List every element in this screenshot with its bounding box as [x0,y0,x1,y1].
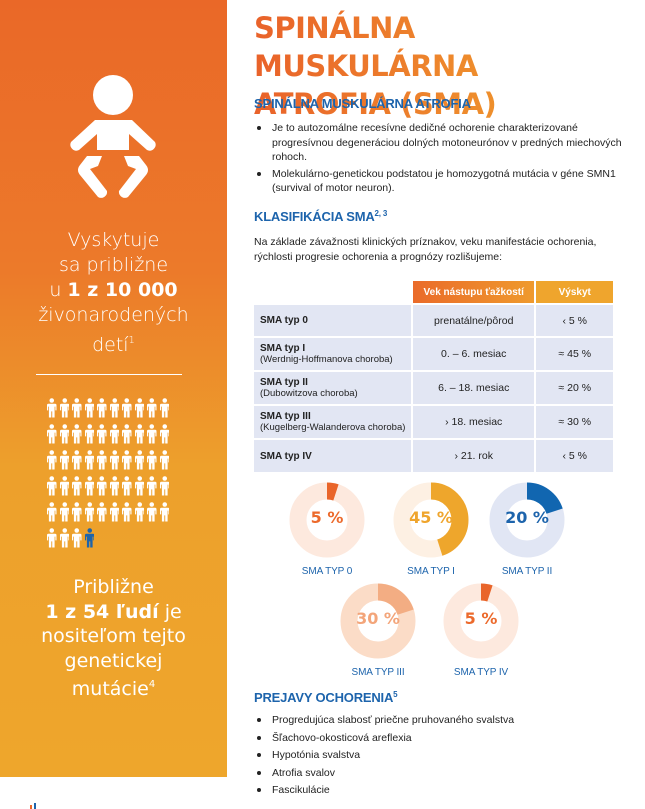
symptoms-list [254,713,626,801]
list-item: Fascikulácie [254,783,626,799]
donut-label: SMA TYP III [351,667,405,678]
donut-value: 30 % [356,609,400,628]
person-icon [60,502,70,522]
donut-chart [442,583,520,678]
sidebar-panel [0,0,227,777]
donut-value: 5 % [310,508,344,527]
stat1-line5 [0,328,227,358]
people-row [47,424,173,450]
person-icon [47,398,57,418]
person-icon [60,424,70,444]
person-icon [110,398,120,418]
table-row [254,372,613,404]
person-icon [85,450,95,470]
people-row [47,450,173,476]
header-empty [254,281,411,303]
donut-chart [339,583,417,678]
person-icon [147,502,157,522]
donut-chart [488,482,566,577]
person-icon [72,476,82,496]
person-icon [122,424,132,444]
age-cell: 6. – 18. mesiac [413,372,535,404]
age-cell: prenatálne/pôrod [413,305,535,336]
donut-chart [392,482,470,577]
type-subtitle: (Dubowitzova choroba) [260,388,358,399]
person-icon [97,424,107,444]
type-cell [254,372,411,404]
person-icon [60,398,70,418]
stat1-line5-text: detí [92,334,129,356]
stat1-line1: Vyskytuje [67,229,160,251]
list-item: Hypotónia svalstva [254,748,626,764]
type-subtitle: (Werdnig-Hoffmanova choroba) [260,354,393,365]
list-item: Progredujúca slabosť priečne pruhovaného svalstva [254,713,626,729]
type-name: SMA typ I [260,343,306,354]
header-onset-age: Vek nástupu ťažkostí [413,281,535,303]
stat2-suffix: je [158,600,182,623]
stat2-line2 [0,600,227,625]
person-icon-highlighted [85,528,95,548]
person-icon [72,450,82,470]
donut-label: SMA TYP IV [453,667,509,678]
people-row [47,528,173,554]
footnote-ref: 2, 3 [374,209,388,218]
age-cell: › 18. mesiac [413,406,535,438]
header-occurrence: Výskyt [536,281,613,303]
table-row [254,338,613,370]
occurrence-cell: ≈ 30 % [536,406,613,438]
person-icon [47,476,57,496]
type-cell [254,406,411,438]
stat1-line4: živonarodených [38,304,189,326]
person-icon [160,502,170,522]
people-row [47,502,173,528]
person-icon [135,450,145,470]
person-icon [47,424,57,444]
person-icon [60,450,70,470]
person-icon [160,424,170,444]
person-icon [72,528,82,548]
person-icon [135,398,145,418]
person-icon [47,528,57,548]
type-cell [254,440,411,472]
person-icon [122,398,132,418]
donut-value: 20 % [505,508,549,527]
section-heading-classification [254,209,387,224]
list-item: Šľachovo-okosticová areflexia [254,731,626,747]
person-icon [110,476,120,496]
donut-chart [288,482,366,577]
person-icon [85,476,95,496]
table-row [254,305,613,336]
type-cell [254,338,411,370]
person-icon [110,424,120,444]
type-name: SMA typ 0 [260,315,308,326]
person-icon [97,398,107,418]
person-icon [85,398,95,418]
type-name: SMA typ IV [260,450,312,462]
donut-label: SMA TYP 0 [301,566,353,577]
incidence-statistic [0,228,227,358]
stat1-line3 [0,278,227,303]
stat1-highlight: 1 z 10 000 [67,279,178,301]
heading-text: PREJAVY OCHORENIA [254,690,394,705]
footnote-ref: 1 [128,335,135,346]
stat2-line4: genetickej [64,649,163,672]
stat1-line2: sa približne [58,254,169,276]
definition-list [254,121,626,198]
person-icon [147,450,157,470]
person-icon [122,502,132,522]
person-icon [47,450,57,470]
donut-value: 5 % [464,609,498,628]
person-icon [110,502,120,522]
donut-label: SMA TYP II [501,566,553,577]
occurrence-cell: ≈ 45 % [536,338,613,370]
stat2-line5-text: mutácie [71,678,149,700]
section-heading-sma: SPINÁLNA MUSKULÁRNA ATROFIA [254,96,471,111]
title-line2: ATROFIA (SMA) [254,87,497,121]
baby-icon [62,74,162,204]
classification-table [252,279,615,474]
person-icon [72,398,82,418]
type-name: SMA typ III [260,411,311,422]
list-item: Atrofia svalov [254,766,626,782]
stat2-line5 [0,673,227,702]
person-icon [72,502,82,522]
table-row [254,406,613,438]
person-icon [160,476,170,496]
person-icon [160,450,170,470]
occurrence-cell: ‹ 5 % [536,305,613,336]
person-icon [160,398,170,418]
person-icon [97,450,107,470]
title-line1: SPINÁLNA MUSKULÁRNA [254,11,478,83]
heading-text: KLASIFIKÁCIA SMA [254,209,375,224]
age-cell: 0. – 6. mesiac [413,338,535,370]
person-icon [135,502,145,522]
logo-icon [30,803,38,809]
section-heading-symptoms [254,690,397,705]
person-icon [122,476,132,496]
stat2-highlight: 1 z 54 ľudí [45,600,159,623]
age-cell: › 21. rok [413,440,535,472]
person-icon [135,476,145,496]
person-icon [60,476,70,496]
divider [36,374,182,375]
person-icon [60,528,70,548]
type-name: SMA typ II [260,377,308,388]
person-icon [97,476,107,496]
footnote-ref: 4 [148,679,156,690]
people-pictogram [47,398,173,554]
stat1-prefix: u [49,279,68,301]
person-icon [147,424,157,444]
person-icon [85,502,95,522]
person-icon [85,424,95,444]
person-icon [122,450,132,470]
person-icon [147,476,157,496]
carrier-statistic [0,575,227,702]
people-row [47,398,173,424]
person-icon [97,502,107,522]
classification-intro: Na základe závažnosti klinických príznakov, veku manifestácie ochorenia, rýchlosti progresie ochorenia a prognózy rozlišujeme: [254,236,597,263]
footnote-ref: 5 [393,690,398,699]
occurrence-cell: ‹ 5 % [536,440,613,472]
person-icon [147,398,157,418]
list-item: Molekulárno-genetickou podstatou je homozygotná mutácia v géne SMN1 (survival of motor neuron). [254,167,626,196]
people-row [47,476,173,502]
stat2-line3: nositeľom tejto [41,625,186,647]
donut-label: SMA TYP I [407,566,455,577]
person-icon [135,424,145,444]
stat2-line1: Približne [73,576,154,598]
type-subtitle: (Kugelberg-Walanderova choroba) [260,422,406,433]
donut-value: 45 % [409,508,453,527]
person-icon [110,450,120,470]
table-header-row [254,281,613,303]
person-icon [72,424,82,444]
list-item: Je to autozomálne recesívne dedičné ochorenie charakterizované progresívnou degeneráciou dolných motoneurónov v predných miechových rohoch. [254,121,626,165]
person-icon [47,502,57,522]
table-row [254,440,613,472]
type-cell [254,305,411,336]
occurrence-cell: ≈ 20 % [536,372,613,404]
